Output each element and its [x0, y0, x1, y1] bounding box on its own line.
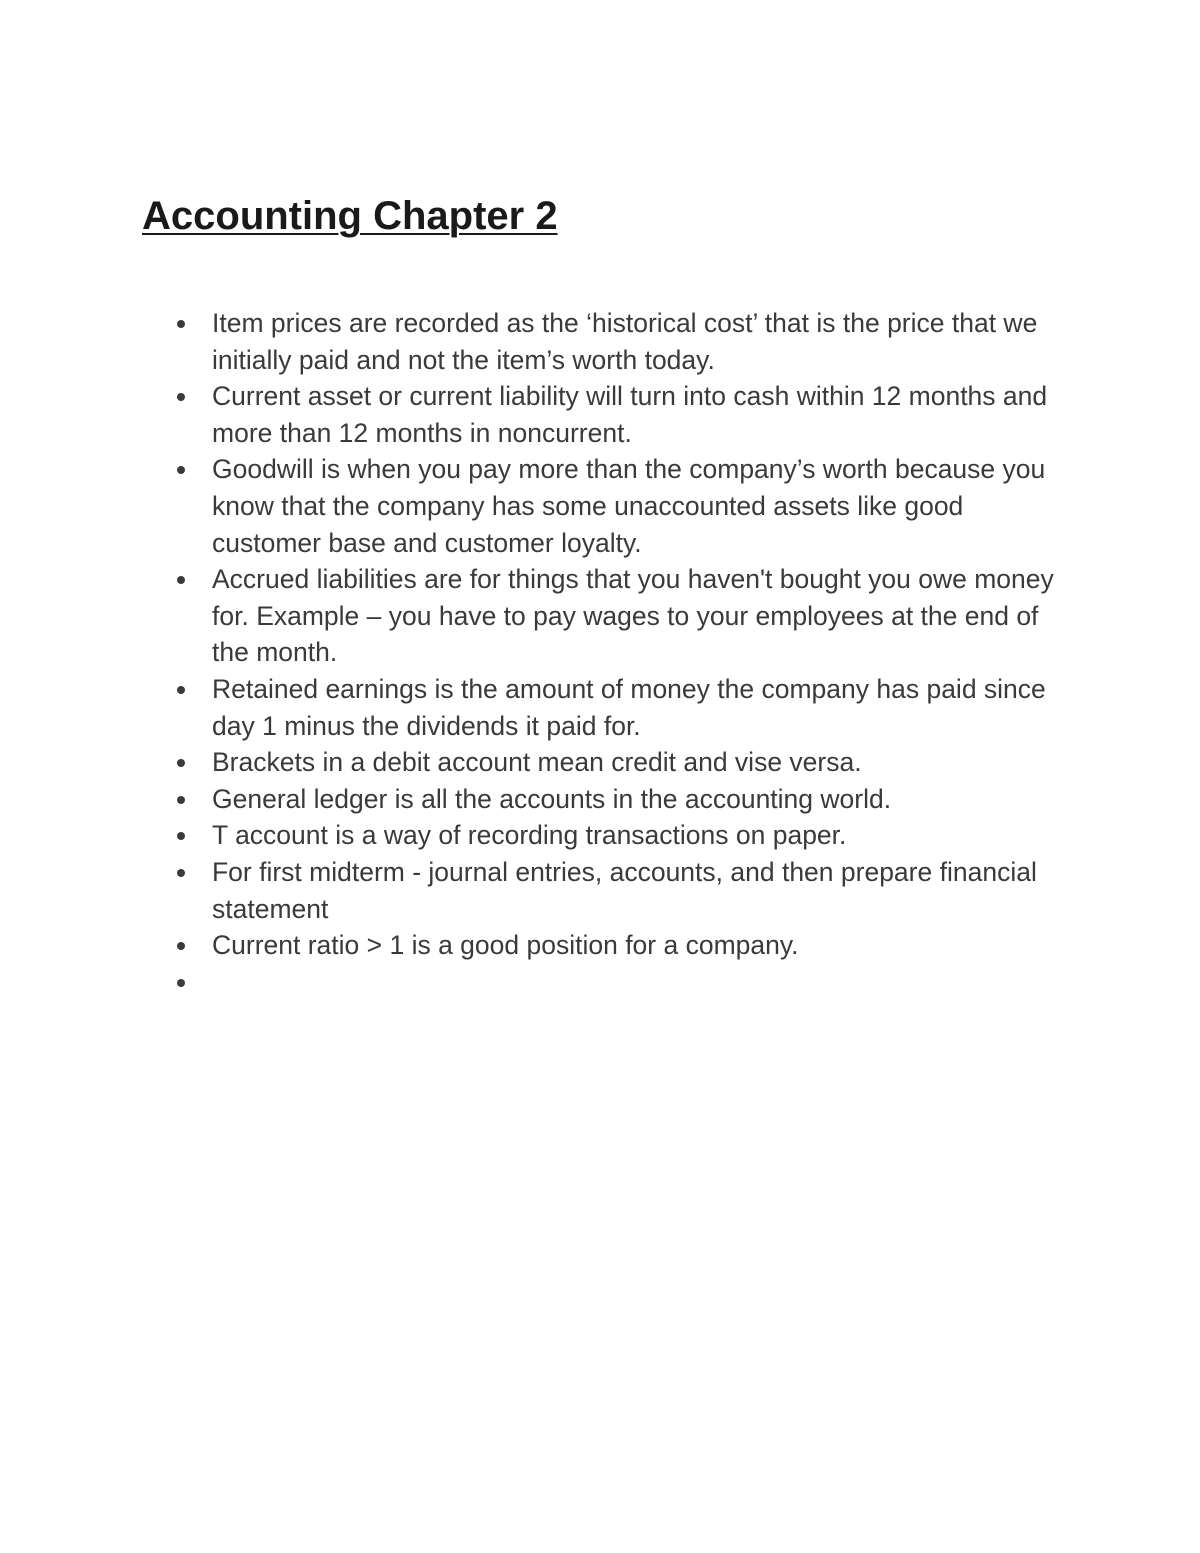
list-item-text: Current asset or current liability will turn into cash within 12 months and more than 12 months in noncurrent. [212, 381, 1048, 448]
list-item-text: Brackets in a debit account mean credit and vise versa. [212, 747, 862, 778]
bullet-icon [177, 686, 185, 694]
bullet-icon [177, 759, 185, 767]
list-item-text: Retained earnings is the amount of money the company has paid since day 1 minus the dividends it paid for. [212, 673, 1046, 741]
list-item-text: Accrued liabilities are for things that you haven't bought you owe money for. Example – you have to pay wages to your employees at the end of the month. [212, 564, 1054, 668]
list-item [212, 817, 1072, 854]
list-item [212, 305, 1072, 378]
list-item [212, 451, 1072, 561]
bullet-icon [177, 393, 185, 401]
list-item [212, 854, 1072, 927]
list-item [212, 781, 1072, 818]
page-title: Accounting Chapter 2 [142, 194, 558, 238]
list-item-text: General ledger is all the accounts in the accounting world. [212, 783, 892, 814]
bullet-icon [177, 942, 185, 950]
list-item-text: T account is a way of recording transactions on paper. [212, 820, 847, 851]
list-item-text: For first midterm - journal entries, accounts, and then prepare financial statement [212, 856, 1037, 924]
bullet-icon [177, 466, 185, 474]
bullet-icon [177, 869, 185, 877]
list-item-text: Item prices are recorded as the ‘historical cost’ that is the price that we initially paid and not the item’s worth today. [212, 308, 1038, 375]
list-item-empty [212, 964, 1072, 1001]
bullet-icon [177, 979, 185, 987]
bullet-icon [177, 832, 185, 840]
list-item [212, 744, 1072, 781]
list-item-text [212, 964, 1072, 1001]
list-item [212, 671, 1072, 744]
bullet-icon [177, 796, 185, 804]
notes-list [212, 305, 1072, 1000]
list-item [212, 561, 1072, 671]
list-item-text: Current ratio > 1 is a good position for a company. [212, 930, 799, 961]
bullet-icon [177, 576, 185, 584]
bullet-icon [177, 320, 185, 328]
list-item [212, 378, 1072, 451]
list-item-text: Goodwill is when you pay more than the company’s worth because you know that the company has some unaccounted assets like good customer base and customer loyalty. [212, 454, 1046, 558]
list-item [212, 927, 1072, 964]
